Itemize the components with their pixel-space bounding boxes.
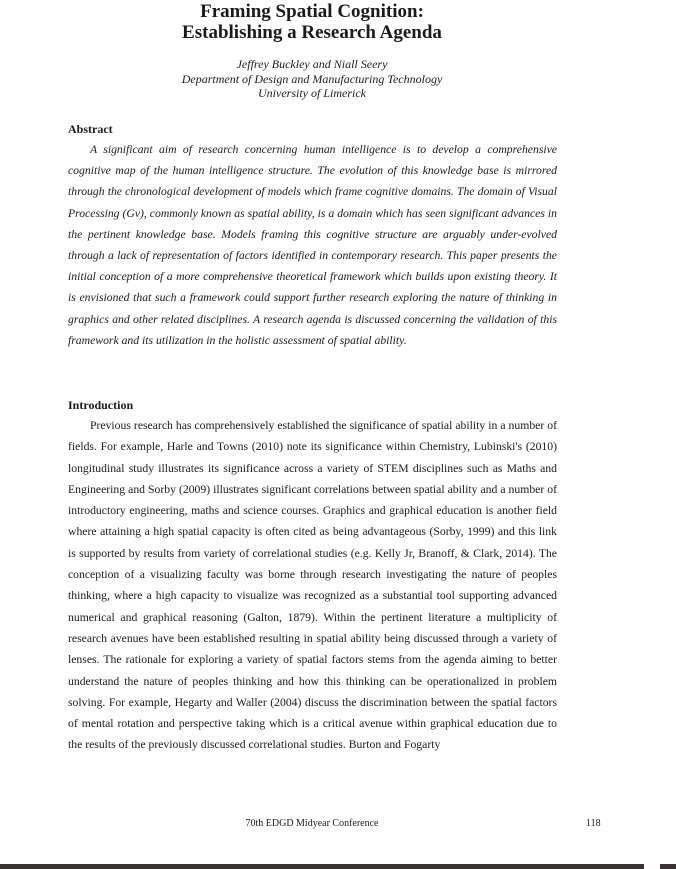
introduction-heading: Introduction xyxy=(68,398,134,412)
abstract-heading: Abstract xyxy=(68,122,113,136)
author-department: Department of Design and Manufacturing Technology xyxy=(181,71,443,86)
author-block xyxy=(0,57,624,101)
bottom-edge-bar xyxy=(0,864,644,869)
title-line-1: Framing Spatial Cognition: xyxy=(200,1,424,22)
author-university: University of Limerick xyxy=(258,86,366,100)
abstract-text: A significant aim of research concerning human intelligence is to develop a comprehensive cognitive map of the human intelligence structure. The evolution of this knowledge base is mirrored through the chronological development of models which frame cognitive domains. The domain of Visual Processing (Gv), commonly known as spatial ability, is a domain which has seen significant advances in the pertinent knowledge base. Models framing this cognitive structure are arguably under-evolved through a lack of representation of factors identified in contemporary research. This paper presents the initial conception of a more comprehensive theoretical framework which builds upon existing theory. It is envisioned that such a framework could support further research exploring the nature of thinking in graphics and other related disciplines. A research agenda is discussed concerning the validation of this framework and its utilization in the holistic assessment of spatial ability. xyxy=(68,143,557,347)
bottom-edge-bar-right xyxy=(660,864,676,869)
title-line-2: Establishing a Research Agenda xyxy=(182,22,442,43)
paper-title xyxy=(0,1,624,43)
footer-conference: 70th EDGD Midyear Conference xyxy=(245,818,379,829)
author-names: Jeffrey Buckley and Niall Seery xyxy=(236,57,388,71)
introduction-text: Previous research has comprehensively established the significance of spatial ability in a number of fields. For example, Harle and Towns (2010) note its significance within Chemistry, Lubinski's (2010) longitudinal study illustrates its significance across a variety of STEM disciplines such as Maths and Engineering and Sorby (2009) illustrates significant correlations between spatial ability and a number of introductory engineering, maths and science courses. Graphics and graphical education is another field where attaining a high spatial capacity is often cited as being advantageous (Sorby, 1999) and this link is supported by results from variety of correlational studies (e.g. Kelly Jr, Branoff, & Clark, 2014). The conception of a visualizing faculty was borne through research investigating the nature of peoples thinking, where a high capacity to visualize was recognized as a substantial tool supporting advanced numerical and graphical reasoning (Galton, 1879). Within the pertinent literature a multiplicity of research avenues have been established resulting in spatial ability being discussed through a variety of lenses. The rationale for exploring a variety of spatial factors stems from the agenda aiming to better understand the nature of peoples thinking and how this thinking can be operationalized in problem solving. For example, Hegarty and Waller (2004) discuss the discrimination between the spatial factors of mental rotation and perspective taking which is a critical avenue within graphical education due to the results of the previously discussed correlational studies. Burton and Fogarty xyxy=(68,419,557,752)
page-number: 118 xyxy=(586,818,601,829)
